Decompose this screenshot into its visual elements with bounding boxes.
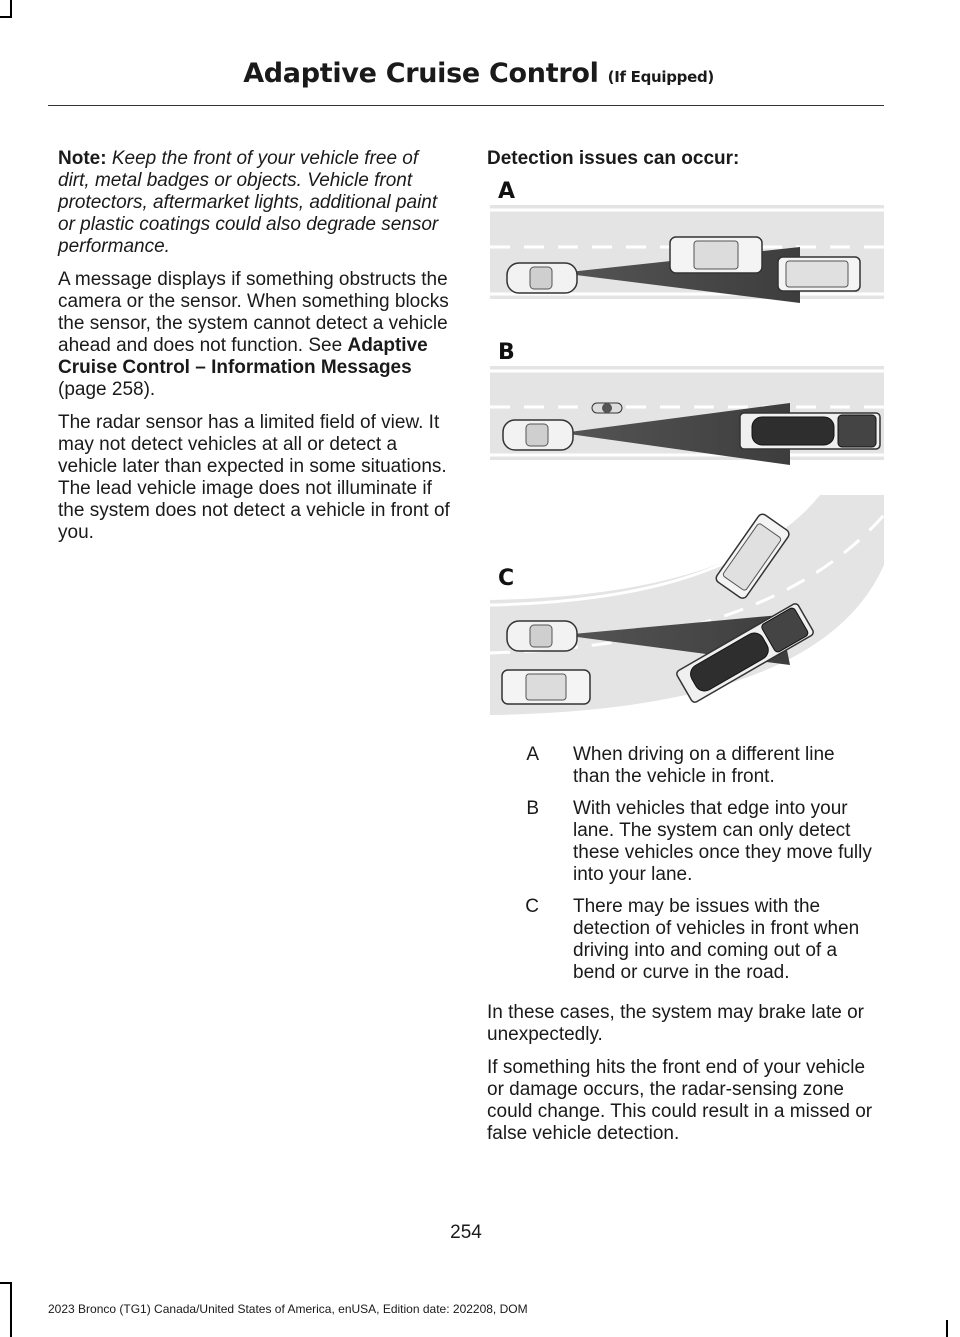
crop-mark-bottom-right (946, 1320, 948, 1337)
detection-issues-diagram (490, 175, 884, 720)
rear-car-c (502, 670, 590, 704)
ego-car-a (507, 263, 577, 293)
obstruction-paragraph (58, 269, 450, 401)
header-subtitle: (If Equipped) (607, 68, 714, 86)
lead-vehicle-a (670, 237, 762, 273)
legend-text: With vehicles that edge into your lane. The system can only detect these vehicles once they move fully into your lane. (573, 798, 872, 885)
radar-damage-paragraph: If something hits the front end of your vehicle or damage occurs, the radar-sensing zone could change. This could result in a missed or false vehicle detection. (487, 1057, 873, 1144)
van-a (778, 257, 860, 291)
obstruction-text: A message displays if something obstructs the camera or the sensor. When something blocks the sensor, the system cannot detect a vehicle ahead and does not function. See (58, 269, 449, 356)
left-column (58, 148, 450, 555)
late-braking-paragraph: In these cases, the system may brake late or unexpectedly. (487, 1002, 865, 1045)
tanker-truck-b (740, 413, 880, 449)
ego-car-c (507, 621, 577, 651)
diagram-label-a: A (498, 179, 516, 204)
footer-edition: 2023 Bronco (TG1) Canada/United States of America, enUSA, Edition date: 202208, DOM (48, 1302, 528, 1316)
diagram-label-c: C (498, 566, 515, 591)
diagram-label-b: B (498, 340, 515, 365)
page-number: 254 (450, 1222, 482, 1243)
note-text: Keep the front of your vehicle free of dirt, metal badges or objects. Vehicle front protectors, aftermarket lights, additional paint or plastic coatings could also degrade sensor performance. (58, 148, 439, 257)
ego-car-b (503, 420, 573, 450)
legend-item (487, 798, 887, 886)
motorcycle-b (592, 403, 622, 413)
legend-key: B (526, 798, 539, 819)
closing-paragraphs (487, 1002, 887, 1156)
legend-text: There may be issues with the detection of vehicles in front when driving into and coming out of a bend or curve in the road. (573, 896, 860, 983)
note-label: Note: (58, 148, 107, 169)
header-title: Adaptive Cruise Control (243, 58, 599, 89)
note-paragraph (58, 148, 450, 258)
legend-key: C (525, 896, 539, 917)
crop-mark-top-left-h (0, 16, 12, 18)
legend-item (487, 744, 887, 788)
page-header (243, 58, 714, 89)
diagram-legend (487, 744, 887, 994)
legend-text: When driving on a different line than the vehicle in front. (573, 744, 835, 787)
legend-key: A (526, 744, 539, 765)
crop-mark-bottom-left-h (0, 1282, 12, 1284)
field-of-view-paragraph: The radar sensor has a limited field of view. It may not detect vehicles at all or detect a vehicle later than expected in some situations. The lead vehicle image does not illuminate if the system does not detect a vehicle in front of you. (58, 412, 450, 543)
detection-heading: Detection issues can occur: (487, 148, 740, 169)
header-rule (48, 105, 884, 106)
crop-mark-bottom-left (10, 1282, 12, 1337)
info-messages-link[interactable]: Adaptive Cruise Control – Information Messages (58, 335, 428, 378)
page-reference: (page 258). (58, 379, 156, 400)
legend-item (487, 896, 887, 984)
